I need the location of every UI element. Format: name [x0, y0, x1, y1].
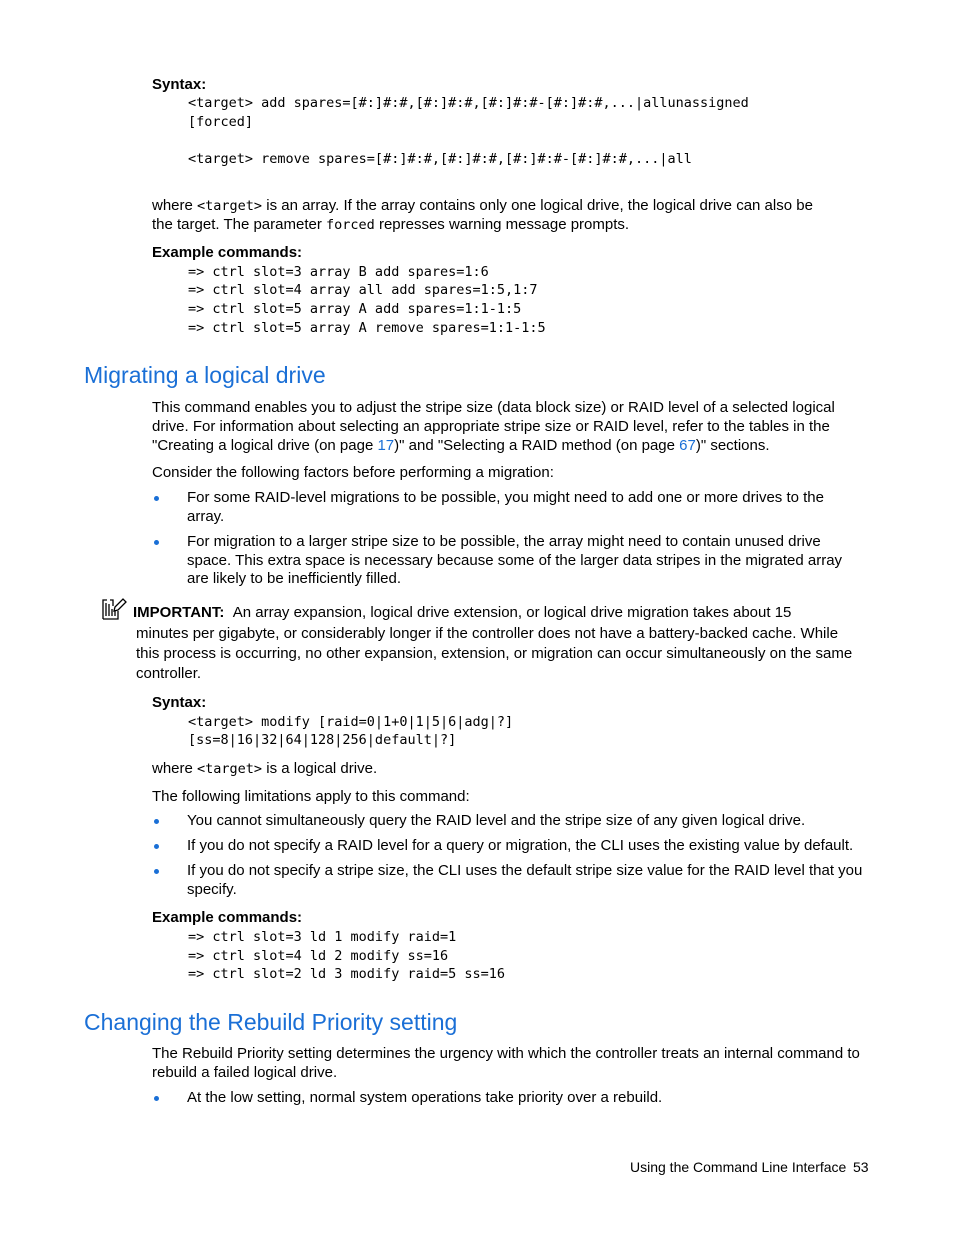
paragraph-line: Consider the following factors before performing a migration:: [152, 464, 554, 481]
example-label: Example commands:: [152, 909, 303, 926]
syntax-line: <target> remove spares=[#:]#:#,[#:]#:#,[#:]#:#-[#:]#:#,...|all: [188, 151, 692, 167]
footer-section-title: Using the Command Line Interface: [630, 1159, 847, 1175]
important-note-line: minutes per gigabyte, or considerably longer if the controller does not have a battery-backed cache. While: [136, 625, 839, 642]
paragraph-line: where <target> is an array. If the array contains only one logical drive, the logical drive can also be: [152, 197, 813, 214]
example-command: => ctrl slot=5 array A add spares=1:1-1:5: [188, 301, 522, 317]
inline-code: <target>: [197, 198, 263, 214]
syntax-line: [forced]: [188, 114, 254, 130]
example-label: Example commands:: [152, 244, 303, 261]
bullet-icon: [154, 540, 159, 545]
example-command: => ctrl slot=4 ld 2 modify ss=16: [188, 948, 449, 964]
bullet-icon: [154, 844, 159, 849]
syntax-line: <target> modify [raid=0|1+0|1|5|6|adg|?]: [188, 714, 514, 730]
bullet-icon: [154, 819, 159, 824]
example-command: => ctrl slot=4 array all add spares=1:5,1:7: [188, 282, 538, 298]
syntax-line: <target> add spares=[#:]#:#,[#:]#:#,[#:]#:#-[#:]#:#,...|allunassigned: [188, 95, 749, 111]
bullet-icon: [154, 496, 159, 501]
important-note-icon: [101, 597, 127, 621]
list-item: If you do not specify a RAID level for a query or migration, the CLI uses the existing value by default.: [187, 837, 854, 854]
list-item: At the low setting, normal system operations take priority over a rebuild.: [187, 1089, 663, 1106]
important-note-line: this process is occurring, no other expansion, extension, or migration can occur simultaneously on the same: [136, 645, 853, 662]
inline-code: <target>: [197, 761, 263, 777]
important-note-line: controller.: [136, 665, 202, 682]
example-command: => ctrl slot=5 array A remove spares=1:1-1:5: [188, 320, 546, 336]
syntax-label: Syntax:: [152, 694, 207, 711]
paragraph-line: the target. The parameter forced represses warning message prompts.: [152, 216, 630, 233]
inline-code: forced: [326, 217, 375, 233]
syntax-line: [ss=8|16|32|64|128|256|default|?]: [188, 732, 457, 748]
paragraph-line: The following limitations apply to this command:: [152, 788, 470, 805]
bullet-icon: [154, 869, 159, 874]
syntax-label: Syntax:: [152, 76, 207, 93]
important-label: IMPORTANT:: [133, 604, 225, 621]
example-command: => ctrl slot=2 ld 3 modify raid=5 ss=16: [188, 966, 505, 982]
important-note-line: IMPORTANT: An array expansion, logical drive extension, or logical drive migration takes about 15: [133, 604, 792, 621]
list-item: specify.: [187, 881, 237, 898]
list-item: If you do not specify a stripe size, the CLI uses the default stripe size value for the RAID level that you: [187, 862, 863, 879]
paragraph-line: drive. For information about selecting an appropriate stripe size or RAID level, refer to the tables in the: [152, 418, 830, 435]
section-heading: Migrating a logical drive: [84, 362, 326, 388]
list-item: For migration to a larger stripe size to be possible, the array might need to contain unused drive: [187, 533, 821, 550]
section-heading: Changing the Rebuild Priority setting: [84, 1009, 458, 1035]
page-number: 53: [853, 1159, 869, 1175]
paragraph-line: where <target> is a logical drive.: [152, 760, 378, 777]
example-command: => ctrl slot=3 ld 1 modify raid=1: [188, 929, 457, 945]
list-item: space. This extra space is necessary because some of the larger data stripes in the migrated array: [187, 552, 843, 569]
page-link[interactable]: 17: [377, 437, 395, 454]
list-item: You cannot simultaneously query the RAID level and the stripe size of any given logical drive.: [187, 812, 806, 829]
paragraph-line: This command enables you to adjust the stripe size (data block size) or RAID level of a selected logical: [152, 399, 835, 416]
list-item: are likely to be inefficiently filled.: [187, 570, 401, 587]
paragraph-line: The Rebuild Priority setting determines the urgency with which the controller treats an internal command to: [152, 1045, 860, 1062]
page-link[interactable]: 67: [679, 437, 696, 454]
bullet-icon: [154, 1096, 159, 1101]
list-item: For some RAID-level migrations to be possible, you might need to add one or more drives to the: [187, 489, 824, 506]
paragraph-line: "Creating a logical drive (on page 17)" and "Selecting a RAID method (on page 67)" sections.: [152, 437, 770, 454]
paragraph-line: rebuild a failed logical drive.: [152, 1064, 338, 1081]
example-command: => ctrl slot=3 array B add spares=1:6: [188, 264, 489, 280]
list-item: array.: [187, 508, 225, 525]
